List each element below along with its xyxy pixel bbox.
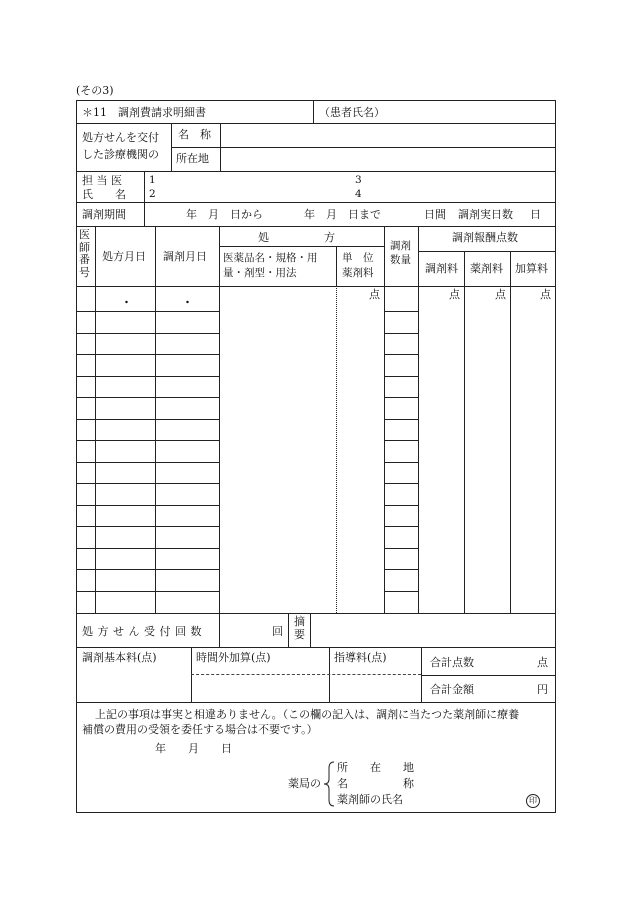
unit-header-line1: 単 位 [342,252,374,264]
disp-date-dot: ・ [182,296,193,309]
rx-date-dot: ・ [121,296,132,309]
declaration-line2: 補償の費用の受領を委任する場合は不要です。） [82,723,318,736]
page-label: (その3) [76,84,114,97]
add-fee-header: 加算料 [515,262,548,275]
fee-points-header: 調剤報酬点数 [452,231,518,244]
total-amount-label: 合計金額 [430,683,474,696]
drug-header-line2: 量・剤型・用法 [223,267,297,279]
institution-label-line1: 処方せんを交付 [82,131,159,144]
institution-address-label: 所在地 [176,152,209,165]
receipt-count-label: 処 方 せ ん 受 付 回 数 [82,625,202,638]
rx-date-header: 処方月日 [102,250,146,263]
pharmacy-address-label: 所 在 地 [337,761,414,774]
summary-label: 摘要 [294,615,305,641]
doctor-number-3: 3 [355,174,362,186]
drug-fee-point-unit: 点 [495,288,506,301]
unit-point-unit: 点 [369,288,380,301]
doctor-no-header: 医師番号 [79,228,90,279]
patient-name-label: （患者氏名） [319,106,385,119]
form-title: ＊11 調剤費請求明細書 [82,106,206,119]
doctor-number-4: 4 [355,188,362,200]
institution-address-field[interactable] [224,149,552,169]
disp-fee-point-unit: 点 [449,288,460,301]
receipt-times-unit: 回 [272,625,283,638]
total-points-unit: 点 [537,656,548,669]
disp-date-header: 調剤月日 [163,250,207,263]
pharmacist-name-label: 薬剤師の氏名 [337,793,403,806]
doctor-label-line1: 担 当 医 [82,174,122,187]
prescription-entry-area[interactable] [222,290,332,610]
actual-days-unit: 日 [530,208,541,221]
qty-header-line1: 調剤 [390,240,411,252]
guidance-label: 指導料(点) [334,651,387,664]
basic-fee-label: 調剤基本料(点) [82,651,157,664]
drug-header-line1: 医薬品名・規格・用 [223,252,318,264]
pharmacy-name-label: 名 称 [337,777,414,790]
doctor-number-2: 2 [149,188,156,200]
declaration-date: 年 月 日 [155,742,232,755]
unit-header-line2: 薬剤料 [342,267,374,279]
seal-icon: 印 [526,794,540,808]
summary-field[interactable] [314,616,552,644]
actual-days-label: 調剤実日数 [458,208,513,221]
institution-name-field[interactable] [224,125,552,145]
total-points-label: 合計点数 [430,656,474,669]
add-fee-point-unit: 点 [540,288,551,301]
doctor-number-1: 1 [149,174,156,186]
period-days: 日間 [424,208,446,221]
period-to: 年 月 日まで [304,208,381,221]
period-label: 調剤期間 [82,208,126,221]
period-from: 年 月 日から [186,208,263,221]
total-amount-unit: 円 [537,683,548,696]
drug-fee-header: 薬剤料 [470,262,503,275]
doctor-label-line2: 氏 名 [82,188,126,201]
prescription-header: 処 方 [258,231,335,244]
doctor-name-field[interactable] [158,173,548,200]
disp-fee-header: 調剤料 [425,262,458,275]
institution-label-line2: した診療機関の [82,148,159,161]
overtime-label: 時間外加算(点) [196,651,271,664]
institution-name-label: 名 称 [178,128,211,141]
qty-header-line2: 数量 [390,254,411,266]
brace-icon [322,760,336,808]
pharmacy-label: 薬局の [288,777,321,790]
patient-name-field[interactable] [380,103,550,121]
receipt-count-field[interactable] [222,616,268,644]
declaration-line1: 上記の事項は事実と相違ありません。（この欄の記入は、調剤に当たつた薬剤師に療養 [95,708,520,721]
